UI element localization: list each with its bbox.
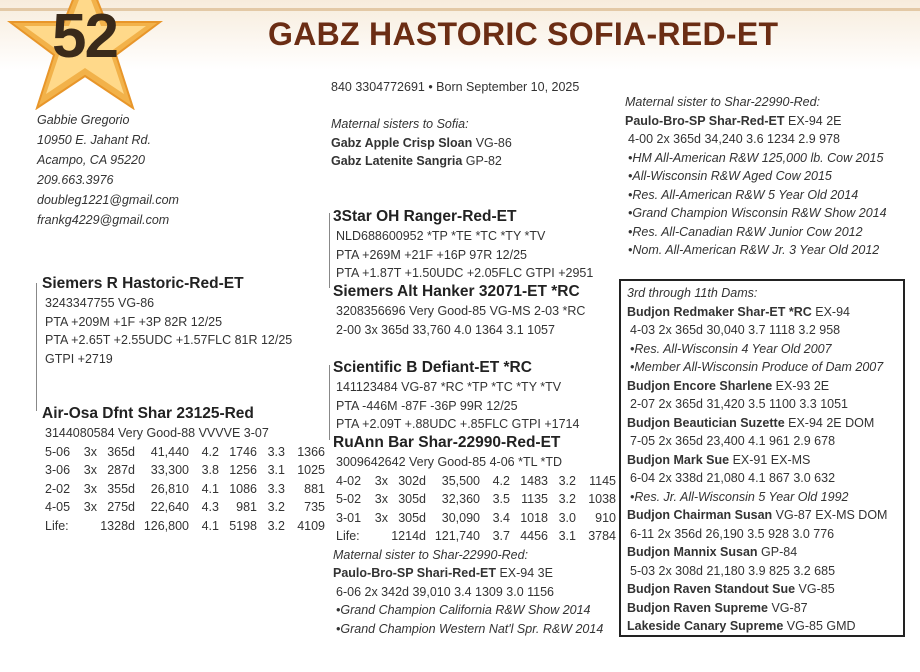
dam2-name: Siemers Alt Hanker 32071-ET *RC xyxy=(333,283,580,300)
cell: 4109 xyxy=(297,518,325,533)
consignor-email-2[interactable]: frankg4229@gmail.com xyxy=(37,213,170,227)
dam-entry-record: 6-11 2x 356d 26,190 3.5 928 3.0 776 xyxy=(630,526,835,541)
cell: 735 xyxy=(304,500,325,515)
cell: 302d xyxy=(398,473,426,488)
dam-entry-name: Budjon Redmaker Shar-ET *RC xyxy=(627,304,812,319)
dam2-block xyxy=(333,282,585,339)
dam-entry-name: Lakeside Canary Supreme xyxy=(627,619,784,633)
cell: 3-01 xyxy=(336,510,362,525)
cell: 3.3 xyxy=(267,481,285,496)
lot-number: 52 xyxy=(52,2,117,71)
cell: 1018 xyxy=(520,510,548,525)
dams-list xyxy=(627,284,887,636)
cell: 1135 xyxy=(521,492,548,507)
table-row xyxy=(45,498,325,517)
cell: 5198 xyxy=(229,518,257,533)
cell: 910 xyxy=(595,510,616,525)
dam3-sister-score: EX-94 3E xyxy=(495,566,553,580)
dam-entry-score: VG-85 GMD xyxy=(783,619,856,633)
sister-score: GP-82 xyxy=(462,154,502,168)
dam-entry-honor: •Res. All-Wisconsin 4 Year Old 2007 xyxy=(630,341,832,356)
cell: 5-02 xyxy=(336,492,362,507)
cell: 3.8 xyxy=(201,463,219,478)
col3-sister-record: 4-00 2x 365d 34,240 3.6 1234 2.9 978 xyxy=(628,132,840,146)
cell: 305d xyxy=(398,492,426,507)
cell: 3.1 xyxy=(267,463,285,478)
col3-honor: •Res. All-Canadian R&W Junior Cow 2012 xyxy=(628,224,863,239)
cell: 1366 xyxy=(297,444,325,459)
table-row xyxy=(336,509,616,528)
consignor-city: Acampo, CA 95220 xyxy=(37,153,145,167)
cell: 33,300 xyxy=(150,463,189,478)
dam-id: 3144080584 Very Good-88 VVVVE 3-07 xyxy=(45,426,269,440)
dam-entry-record: 7-05 2x 365d 23,400 4.1 961 2.9 678 xyxy=(630,434,836,448)
consignor-street: 10950 E. Jahant Rd. xyxy=(37,133,151,147)
sire2-pta-2: PTA +1.87T +1.50UDC +2.05FLC GTPI +2951 xyxy=(336,266,594,280)
cell: 3.2 xyxy=(558,473,576,488)
cell: 4.2 xyxy=(201,444,219,459)
dam-entry-score: GP-84 xyxy=(757,545,798,559)
sister-score: VG-86 xyxy=(472,135,512,150)
dam3-block xyxy=(333,433,616,638)
cell: 1145 xyxy=(589,473,616,488)
sister-name: Gabz Latenite Sangria xyxy=(331,154,463,168)
cell: 1483 xyxy=(520,473,548,488)
cell: 4.1 xyxy=(201,481,219,496)
consignor-block xyxy=(37,110,179,230)
cell: 1038 xyxy=(588,492,616,507)
cell: 4-05 xyxy=(45,500,71,515)
cell: 2-02 xyxy=(45,481,71,496)
pedigree-bracket xyxy=(329,213,330,288)
cell: 305d xyxy=(398,510,426,525)
dam-entry-name: Budjon Beautician Suzette xyxy=(627,415,785,430)
col3-sister-label: Maternal sister to Shar-22990-Red: xyxy=(625,95,821,109)
sire-name: Siemers R Hastoric-Red-ET xyxy=(42,275,244,292)
col3-sister-name: Paulo-Bro-SP Shar-Red-ET xyxy=(625,113,785,128)
cell: 1025 xyxy=(297,463,325,478)
cell: 3.3 xyxy=(267,444,285,459)
cell: 3784 xyxy=(588,529,616,544)
sire3-id: 141123484 VG-87 *RC *TP *TC *TY *TV xyxy=(336,380,562,394)
consignor-phone[interactable]: 209.663.3976 xyxy=(37,173,114,187)
sire3-pta-2: PTA +2.09T +.88UDC +.85FLC GTPI +1714 xyxy=(336,417,580,431)
dam-entry-score: VG-85 xyxy=(795,582,835,596)
sire-block xyxy=(42,274,292,368)
cell: 4456 xyxy=(520,529,548,544)
cell: 121,740 xyxy=(434,529,480,544)
dam3-sister-label: Maternal sister to Shar-22990-Red: xyxy=(333,547,529,562)
dam-entry-name: Budjon Chairman Susan xyxy=(627,508,773,522)
table-row xyxy=(336,527,616,546)
cell xyxy=(73,517,97,536)
dam-entry-name: Budjon Encore Sharlene xyxy=(627,378,773,393)
dam-entry-record: 4-03 2x 365d 30,040 3.7 1118 3.2 958 xyxy=(630,323,841,337)
col3-sister-score: EX-94 2E xyxy=(784,113,842,128)
dam3-honor: •Grand Champion California R&W Show 2014 xyxy=(336,603,591,617)
cell: 3.7 xyxy=(492,529,510,544)
cell: 4.3 xyxy=(201,500,219,515)
cell: 3x xyxy=(83,463,97,478)
dam3-sister-record: 6-06 2x 342d 39,010 3.4 1309 3.0 1156 xyxy=(336,584,555,599)
cell: 3.2 xyxy=(267,518,285,533)
cell: 355d xyxy=(107,481,135,496)
sire3-pta-1: PTA -446M -87F -36P 99R 12/25 xyxy=(336,398,518,413)
dam2-record: 2-00 3x 365d 33,760 4.0 1364 3.1 1057 xyxy=(336,322,555,337)
cell: 32,360 xyxy=(441,492,480,507)
cell: 981 xyxy=(236,500,257,515)
maternal-sisters-label: Maternal sisters to Sofia: xyxy=(331,117,469,131)
page-title: GABZ HASTORIC SOFIA-RED-ET xyxy=(268,16,779,52)
cell: Life: xyxy=(45,518,69,533)
cell: 1746 xyxy=(229,444,257,459)
dam-block xyxy=(42,404,325,535)
sire-id: 3243347755 VG-86 xyxy=(45,296,155,310)
dam-entry-record: 2-07 2x 365d 31,420 3.5 1100 3.3 1051 xyxy=(630,397,849,411)
sire3-name: Scientific B Defiant-ET *RC xyxy=(333,359,532,376)
sire3-block xyxy=(333,358,579,434)
cell: 3.2 xyxy=(267,500,285,515)
cell: 26,810 xyxy=(150,481,189,496)
dam-entry-score: VG-87 xyxy=(768,600,808,615)
dam3-id: 3009642642 Very Good-85 4-06 *TL *TD xyxy=(336,455,563,469)
dam-entry-score: VG-87 EX-MS DOM xyxy=(772,508,888,522)
table-row xyxy=(45,461,325,480)
cell: 3x xyxy=(374,473,388,488)
cell: 3x xyxy=(374,492,388,507)
cell: 3x xyxy=(374,510,388,525)
col3-sister-block xyxy=(625,93,887,260)
sire2-pta-1: PTA +269M +21F +16P 97R 12/25 xyxy=(336,247,527,262)
table-row xyxy=(45,517,325,536)
table-row xyxy=(336,472,616,491)
col3-honor: •Nom. All-American R&W Jr. 3 Year Old 2012 xyxy=(628,243,880,257)
consignor-name: Gabbie Gregorio xyxy=(37,113,130,127)
table-row xyxy=(45,480,325,499)
cell: 3x xyxy=(83,444,97,459)
col3-honor: •Res. All-American R&W 5 Year Old 2014 xyxy=(628,187,859,202)
dam-records xyxy=(45,443,325,536)
dam3-sister-name: Paulo-Bro-SP Shari-Red-ET xyxy=(333,566,496,580)
cell: 41,440 xyxy=(150,444,189,459)
cell: 3.4 xyxy=(492,510,510,525)
cell: 35,500 xyxy=(441,473,480,488)
sire2-name: 3Star OH Ranger-Red-ET xyxy=(333,208,517,225)
col3-honor: •All-Wisconsin R&W Aged Cow 2015 xyxy=(628,169,832,183)
cell: 3.0 xyxy=(558,510,576,525)
sire-pta-1: PTA +209M +1F +3P 82R 12/25 xyxy=(45,314,223,329)
sire-gtpi: GTPI +2719 xyxy=(45,351,113,366)
pedigree-bracket xyxy=(329,365,330,440)
dam-name: Air-Osa Dfnt Shar 23125-Red xyxy=(42,405,254,422)
cell: 3.1 xyxy=(558,529,576,544)
dam-entry-score: EX-91 EX-MS xyxy=(729,452,811,467)
cell: 22,640 xyxy=(150,500,189,515)
dam-entry-score: EX-94 xyxy=(811,304,850,319)
dam-entry-record: 5-03 2x 308d 21,180 3.9 825 3.2 685 xyxy=(630,563,836,578)
col3-honor: •HM All-American R&W 125,000 lb. Cow 2015 xyxy=(628,150,884,165)
pedigree-bracket xyxy=(36,283,37,411)
sire2-id: NLD688600952 *TP *TE *TC *TY *TV xyxy=(336,229,546,243)
dam-entry-name: Budjon Raven Supreme xyxy=(627,600,768,615)
sister-name: Gabz Apple Crisp Sloan xyxy=(331,135,473,150)
dam3-records xyxy=(336,472,616,546)
cell: 4-02 xyxy=(336,473,362,488)
cell: 881 xyxy=(304,481,325,496)
sire2-block xyxy=(333,207,593,283)
dam-entry-honor: •Member All-Wisconsin Produce of Dam 2007 xyxy=(630,360,884,374)
cell: 126,800 xyxy=(143,518,189,533)
cell: 30,090 xyxy=(441,510,480,525)
cell: 4.1 xyxy=(201,518,219,533)
dams-heading: 3rd through 11th Dams: xyxy=(627,286,758,300)
cell: 1086 xyxy=(229,481,257,496)
dam-entry-score: EX-94 2E DOM xyxy=(784,415,875,430)
cell: 3.2 xyxy=(558,492,576,507)
cell: 1256 xyxy=(229,463,257,478)
dam-entry-name: Budjon Mark Sue xyxy=(627,452,730,467)
cell: 275d xyxy=(107,500,135,515)
cell: 1214d xyxy=(391,529,426,544)
sire-pta-2: PTA +2.65T +2.55UDC +1.57FLC 81R 12/25 xyxy=(45,333,293,347)
cell: 1328d xyxy=(100,518,135,533)
dam-entry-honor: •Res. Jr. All-Wisconsin 5 Year Old 1992 xyxy=(630,489,849,504)
dam3-name: RuAnn Bar Shar-22990-Red-ET xyxy=(333,434,561,451)
dam-entry-name: Budjon Raven Standout Sue xyxy=(627,582,796,596)
cell: 3x xyxy=(83,500,97,515)
cell: 3-06 xyxy=(45,463,71,478)
maternal-sisters-block xyxy=(331,115,512,171)
cell: 3.5 xyxy=(492,492,510,507)
cell: Life: xyxy=(336,529,360,544)
dam-entry-name: Budjon Mannix Susan xyxy=(627,545,758,559)
col3-honor: •Grand Champion Wisconsin R&W Show 2014 xyxy=(628,206,887,220)
cell: 5-06 xyxy=(45,444,71,459)
consignor-email-1[interactable]: doubleg1221@gmail.com xyxy=(37,193,179,207)
cell: 287d xyxy=(107,463,135,478)
cell xyxy=(364,527,388,546)
cell: 3x xyxy=(83,481,97,496)
table-row xyxy=(45,443,325,462)
dam-entry-score: EX-93 2E xyxy=(772,378,830,393)
cell: 365d xyxy=(107,444,135,459)
birth-line: 840 3304772691 • Born September 10, 2025 xyxy=(331,80,580,94)
table-row xyxy=(336,490,616,509)
dam3-honor: •Grand Champion Western Nat'l Spr. R&W 2014 xyxy=(336,621,604,636)
dam-entry-record: 6-04 2x 338d 21,080 4.1 867 3.0 632 xyxy=(630,471,836,485)
dam2-id: 3208356696 Very Good-85 VG-MS 2-03 *RC xyxy=(336,304,586,318)
cell: 4.2 xyxy=(492,473,510,488)
